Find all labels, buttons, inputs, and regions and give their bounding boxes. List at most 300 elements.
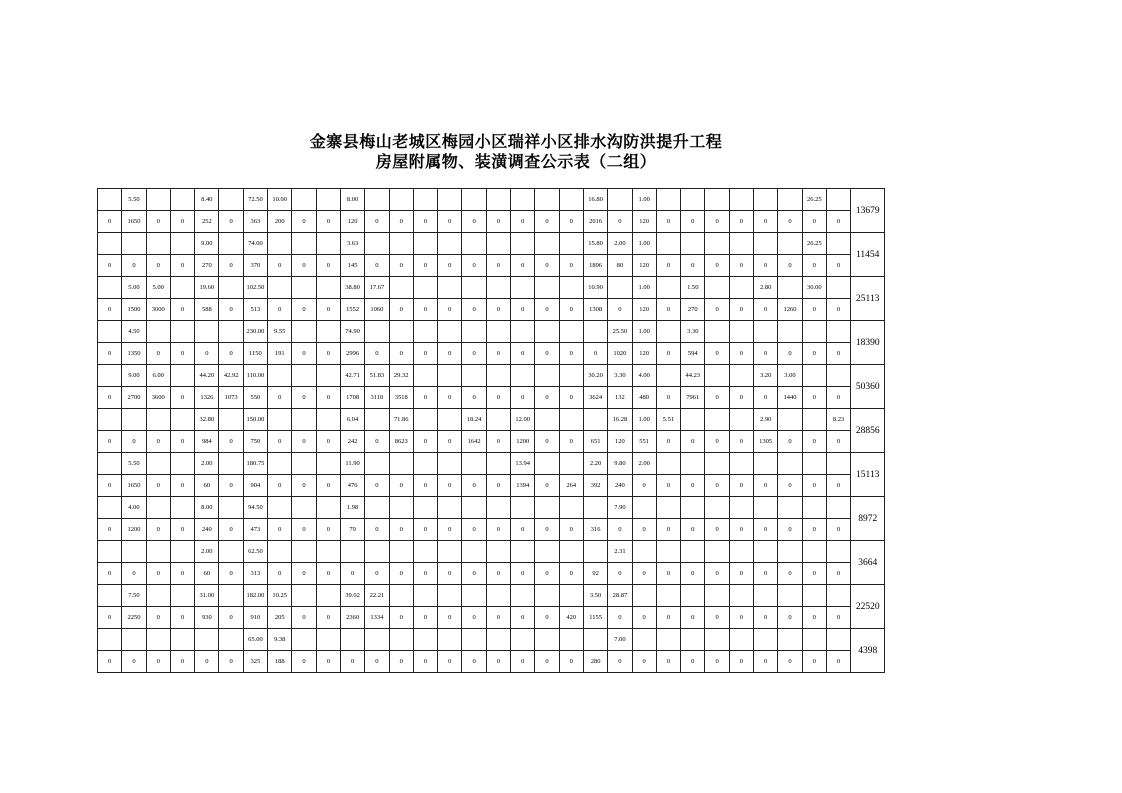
quantity-cell: 8.23 (826, 409, 850, 431)
quantity-cell (802, 321, 826, 343)
quantity-cell (98, 585, 122, 607)
amount-cell: 0 (122, 431, 146, 453)
amount-cell: 0 (462, 563, 486, 585)
amount-cell: 8623 (389, 431, 413, 453)
quantity-cell: 9.00 (122, 365, 146, 387)
quantity-cell (632, 585, 656, 607)
amount-cell: 0 (389, 607, 413, 629)
amount-cell: 0 (365, 475, 389, 497)
amount-cell: 0 (389, 255, 413, 277)
amount-cell: 120 (632, 299, 656, 321)
quantity-cell: 71.86 (389, 409, 413, 431)
quantity-cell (583, 409, 607, 431)
quantity-row (98, 585, 885, 607)
amount-cell: 0 (316, 519, 340, 541)
quantity-cell (219, 409, 243, 431)
amount-cell: 0 (754, 563, 778, 585)
quantity-cell (656, 497, 680, 519)
amount-cell: 0 (219, 211, 243, 233)
amount-cell: 0 (462, 651, 486, 673)
quantity-cell (122, 409, 146, 431)
amount-cell: 0 (316, 255, 340, 277)
amount-cell: 0 (826, 651, 850, 673)
quantity-cell (656, 321, 680, 343)
quantity-cell (316, 629, 340, 651)
amount-cell: 0 (705, 519, 729, 541)
amount-cell: 0 (219, 431, 243, 453)
quantity-cell: 25.50 (608, 321, 632, 343)
quantity-cell (268, 497, 292, 519)
quantity-cell (462, 321, 486, 343)
quantity-cell (559, 453, 583, 475)
amount-cell: 0 (705, 607, 729, 629)
amount-cell: 240 (195, 519, 219, 541)
amount-cell: 0 (535, 651, 559, 673)
amount-cell: 0 (802, 255, 826, 277)
amount-cell: 588 (195, 299, 219, 321)
amount-cell: 0 (778, 475, 802, 497)
amount-cell: 0 (511, 651, 535, 673)
quantity-cell (413, 585, 437, 607)
quantity-cell: 2.00 (608, 233, 632, 255)
quantity-cell (486, 189, 510, 211)
quantity-cell: 5.51 (656, 409, 680, 431)
amount-cell: 0 (729, 299, 753, 321)
amount-cell: 0 (486, 299, 510, 321)
amount-cell: 0 (146, 607, 170, 629)
amount-cell: 0 (292, 475, 316, 497)
quantity-cell: 5.00 (122, 277, 146, 299)
quantity-cell (195, 629, 219, 651)
quantity-cell (438, 233, 462, 255)
quantity-cell (705, 497, 729, 519)
amount-cell: 0 (826, 343, 850, 365)
quantity-cell (802, 629, 826, 651)
quantity-cell (438, 277, 462, 299)
amount-cell: 0 (146, 211, 170, 233)
amount-cell: 0 (802, 607, 826, 629)
amount-cell: 0 (462, 211, 486, 233)
amount-cell: 0 (413, 431, 437, 453)
quantity-cell (316, 453, 340, 475)
quantity-cell (292, 321, 316, 343)
amount-cell: 0 (535, 299, 559, 321)
amount-cell: 0 (462, 475, 486, 497)
amount-cell: 191 (268, 343, 292, 365)
quantity-cell (438, 409, 462, 431)
quantity-cell: 8.00 (340, 189, 364, 211)
amount-cell: 0 (559, 255, 583, 277)
amount-cell: 1440 (778, 387, 802, 409)
amount-cell: 0 (98, 519, 122, 541)
amount-cell: 0 (705, 475, 729, 497)
quantity-cell (729, 497, 753, 519)
quantity-cell (170, 365, 194, 387)
amount-cell: 0 (826, 431, 850, 453)
quantity-cell (632, 629, 656, 651)
quantity-row (98, 629, 885, 651)
amount-cell: 550 (243, 387, 267, 409)
amount-cell: 0 (729, 519, 753, 541)
quantity-cell (754, 497, 778, 519)
quantity-cell (681, 189, 705, 211)
amount-cell: 0 (438, 651, 462, 673)
amount-cell: 0 (608, 607, 632, 629)
quantity-cell (292, 233, 316, 255)
quantity-cell (632, 497, 656, 519)
quantity-cell (365, 497, 389, 519)
amount-cell: 0 (802, 299, 826, 321)
quantity-cell (98, 365, 122, 387)
amount-cell: 1305 (754, 431, 778, 453)
quantity-cell (511, 541, 535, 563)
quantity-cell: 110.00 (243, 365, 267, 387)
quantity-cell (656, 541, 680, 563)
quantity-cell (98, 277, 122, 299)
quantity-cell (826, 497, 850, 519)
quantity-cell (486, 541, 510, 563)
amount-cell: 0 (316, 475, 340, 497)
amount-row (98, 387, 885, 409)
quantity-cell: 9.55 (268, 321, 292, 343)
quantity-cell (268, 453, 292, 475)
amount-cell: 0 (511, 211, 535, 233)
amount-cell: 0 (462, 343, 486, 365)
quantity-cell (438, 321, 462, 343)
quantity-cell (365, 453, 389, 475)
amount-cell: 120 (632, 343, 656, 365)
amount-cell: 1326 (195, 387, 219, 409)
amount-cell: 984 (195, 431, 219, 453)
quantity-cell: 3.20 (754, 365, 778, 387)
quantity-cell: 42.71 (340, 365, 364, 387)
amount-cell: 0 (802, 475, 826, 497)
amount-cell: 0 (365, 211, 389, 233)
quantity-cell: 4.50 (122, 321, 146, 343)
amount-cell: 0 (438, 475, 462, 497)
amount-cell: 0 (413, 343, 437, 365)
amount-cell: 0 (438, 299, 462, 321)
amount-cell: 0 (146, 651, 170, 673)
amount-cell: 0 (681, 563, 705, 585)
quantity-cell (268, 233, 292, 255)
quantity-cell (292, 189, 316, 211)
amount-cell: 0 (292, 651, 316, 673)
total-cell: 13679 (851, 189, 885, 233)
amount-cell: 0 (486, 607, 510, 629)
amount-cell: 313 (243, 563, 267, 585)
total-cell: 25113 (851, 277, 885, 321)
quantity-cell (122, 541, 146, 563)
amount-cell: 0 (511, 299, 535, 321)
amount-cell: 0 (826, 299, 850, 321)
quantity-cell (705, 321, 729, 343)
amount-cell: 0 (486, 431, 510, 453)
amount-cell: 0 (535, 387, 559, 409)
amount-cell: 0 (170, 343, 194, 365)
quantity-cell: 10.90 (583, 277, 607, 299)
amount-cell: 0 (438, 211, 462, 233)
quantity-cell (826, 541, 850, 563)
quantity-cell (656, 189, 680, 211)
amount-row (98, 563, 885, 585)
total-cell: 50360 (851, 365, 885, 409)
quantity-cell: 7.90 (608, 497, 632, 519)
quantity-cell (778, 453, 802, 475)
amount-cell: 0 (705, 299, 729, 321)
amount-row (98, 431, 885, 453)
quantity-cell (170, 409, 194, 431)
amount-cell: 0 (486, 475, 510, 497)
quantity-cell: 1.00 (632, 409, 656, 431)
quantity-cell (656, 233, 680, 255)
quantity-cell (365, 321, 389, 343)
amount-cell: 1650 (122, 475, 146, 497)
amount-cell: 0 (98, 475, 122, 497)
amount-cell: 60 (195, 563, 219, 585)
quantity-cell (511, 277, 535, 299)
amount-cell: 0 (389, 519, 413, 541)
amount-cell: 0 (559, 343, 583, 365)
quantity-cell (365, 233, 389, 255)
quantity-cell (826, 585, 850, 607)
amount-cell: 1500 (122, 299, 146, 321)
quantity-cell (292, 277, 316, 299)
quantity-cell (292, 497, 316, 519)
amount-cell: 0 (608, 651, 632, 673)
amount-cell: 0 (389, 211, 413, 233)
quantity-cell: 38.80 (340, 277, 364, 299)
total-cell: 8972 (851, 497, 885, 541)
amount-cell: 0 (559, 651, 583, 673)
amount-cell: 0 (268, 387, 292, 409)
quantity-cell (316, 541, 340, 563)
amount-cell: 0 (656, 387, 680, 409)
amount-cell: 0 (681, 651, 705, 673)
quantity-cell (705, 233, 729, 255)
quantity-cell (559, 189, 583, 211)
quantity-cell (705, 629, 729, 651)
amount-cell: 0 (486, 343, 510, 365)
quantity-cell (316, 365, 340, 387)
amount-cell: 0 (413, 519, 437, 541)
quantity-cell: 2.20 (583, 453, 607, 475)
quantity-row (98, 189, 885, 211)
amount-cell: 0 (438, 387, 462, 409)
quantity-cell (486, 629, 510, 651)
amount-cell: 0 (316, 607, 340, 629)
quantity-cell: 28.87 (608, 585, 632, 607)
amount-cell: 0 (511, 255, 535, 277)
amount-cell: 0 (438, 431, 462, 453)
quantity-cell (170, 233, 194, 255)
amount-cell: 2016 (583, 211, 607, 233)
quantity-cell (413, 233, 437, 255)
amount-cell: 0 (511, 607, 535, 629)
amount-cell: 0 (462, 255, 486, 277)
amount-cell: 0 (802, 343, 826, 365)
quantity-cell: 150.00 (243, 409, 267, 431)
quantity-cell (340, 541, 364, 563)
amount-cell: 1394 (511, 475, 535, 497)
amount-cell: 0 (98, 563, 122, 585)
quantity-cell (98, 629, 122, 651)
amount-cell: 3110 (365, 387, 389, 409)
quantity-cell (583, 497, 607, 519)
amount-cell: 0 (802, 519, 826, 541)
amount-cell: 0 (656, 211, 680, 233)
amount-cell: 0 (559, 299, 583, 321)
amount-cell: 0 (656, 475, 680, 497)
quantity-cell (656, 629, 680, 651)
quantity-cell: 3.30 (681, 321, 705, 343)
amount-cell: 0 (826, 475, 850, 497)
amount-cell: 0 (98, 255, 122, 277)
amount-cell: 0 (316, 211, 340, 233)
quantity-cell (535, 585, 559, 607)
amount-cell: 0 (802, 211, 826, 233)
quantity-cell (462, 453, 486, 475)
amount-cell: 750 (243, 431, 267, 453)
amount-cell: 0 (438, 519, 462, 541)
quantity-cell (268, 277, 292, 299)
quantity-cell (462, 497, 486, 519)
quantity-cell: 5.50 (122, 189, 146, 211)
quantity-cell (98, 541, 122, 563)
quantity-cell (705, 585, 729, 607)
quantity-cell (559, 541, 583, 563)
quantity-cell (170, 497, 194, 519)
amount-cell: 0 (389, 651, 413, 673)
quantity-cell: 2.80 (754, 277, 778, 299)
quantity-cell: 30.20 (583, 365, 607, 387)
quantity-row (98, 277, 885, 299)
quantity-cell (146, 541, 170, 563)
quantity-cell (219, 541, 243, 563)
quantity-cell (826, 453, 850, 475)
quantity-cell: 8.40 (195, 189, 219, 211)
amount-cell: 594 (681, 343, 705, 365)
quantity-cell (778, 321, 802, 343)
amount-cell: 0 (729, 651, 753, 673)
amount-cell: 0 (608, 519, 632, 541)
amount-cell: 1073 (219, 387, 243, 409)
quantity-cell (316, 189, 340, 211)
amount-cell: 79 (340, 519, 364, 541)
quantity-cell (462, 365, 486, 387)
amount-cell: 0 (681, 211, 705, 233)
quantity-cell (268, 365, 292, 387)
amount-cell: 0 (778, 431, 802, 453)
amount-cell: 270 (681, 299, 705, 321)
amount-row (98, 343, 885, 365)
quantity-cell (778, 277, 802, 299)
amount-cell: 0 (316, 387, 340, 409)
quantity-cell (413, 189, 437, 211)
amount-cell: 0 (802, 387, 826, 409)
quantity-cell: 94.50 (243, 497, 267, 519)
quantity-cell (438, 497, 462, 519)
amount-cell: 0 (802, 651, 826, 673)
amount-cell: 145 (340, 255, 364, 277)
amount-cell: 0 (729, 211, 753, 233)
quantity-cell (656, 585, 680, 607)
quantity-cell (729, 277, 753, 299)
quantity-cell (146, 409, 170, 431)
amount-cell: 0 (219, 651, 243, 673)
quantity-cell (462, 189, 486, 211)
amount-cell: 0 (729, 563, 753, 585)
amount-cell: 0 (486, 563, 510, 585)
amount-cell: 0 (632, 475, 656, 497)
quantity-cell: 2.00 (195, 541, 219, 563)
total-cell: 15113 (851, 453, 885, 497)
quantity-cell (98, 321, 122, 343)
amount-cell: 0 (268, 475, 292, 497)
amount-cell: 0 (316, 563, 340, 585)
amount-cell: 0 (826, 563, 850, 585)
amount-cell: 0 (681, 519, 705, 541)
amount-cell: 0 (778, 519, 802, 541)
quantity-cell: 17.67 (365, 277, 389, 299)
quantity-cell (729, 189, 753, 211)
amount-cell: 1552 (340, 299, 364, 321)
amount-cell: 0 (535, 475, 559, 497)
amount-cell: 0 (754, 211, 778, 233)
amount-cell: 0 (754, 607, 778, 629)
amount-cell: 0 (656, 607, 680, 629)
amount-cell: 1708 (340, 387, 364, 409)
quantity-cell (170, 629, 194, 651)
amount-cell: 0 (170, 651, 194, 673)
quantity-cell (146, 453, 170, 475)
quantity-cell (462, 629, 486, 651)
amount-cell: 0 (681, 255, 705, 277)
quantity-cell (729, 453, 753, 475)
amount-cell: 0 (535, 211, 559, 233)
amount-cell: 0 (535, 607, 559, 629)
amount-row (98, 299, 885, 321)
amount-cell: 0 (365, 255, 389, 277)
quantity-cell (122, 233, 146, 255)
quantity-cell (438, 541, 462, 563)
amount-cell: 0 (462, 387, 486, 409)
quantity-cell (632, 541, 656, 563)
quantity-cell (705, 541, 729, 563)
quantity-cell (802, 365, 826, 387)
quantity-cell (729, 233, 753, 255)
quantity-cell: 5.50 (122, 453, 146, 475)
amount-cell: 0 (656, 255, 680, 277)
quantity-cell: 74.90 (340, 321, 364, 343)
quantity-cell (389, 233, 413, 255)
quantity-cell (170, 321, 194, 343)
amount-cell: 240 (608, 475, 632, 497)
amount-row (98, 211, 885, 233)
quantity-cell (462, 233, 486, 255)
quantity-cell: 30.00 (802, 277, 826, 299)
quantity-cell (535, 277, 559, 299)
quantity-cell: 2.90 (754, 409, 778, 431)
quantity-cell (389, 321, 413, 343)
amount-cell: 0 (170, 607, 194, 629)
total-cell: 3664 (851, 541, 885, 585)
quantity-cell: 26.25 (802, 233, 826, 255)
amount-cell: 0 (778, 343, 802, 365)
quantity-cell (608, 189, 632, 211)
quantity-cell: 9.80 (608, 453, 632, 475)
amount-cell: 0 (486, 651, 510, 673)
